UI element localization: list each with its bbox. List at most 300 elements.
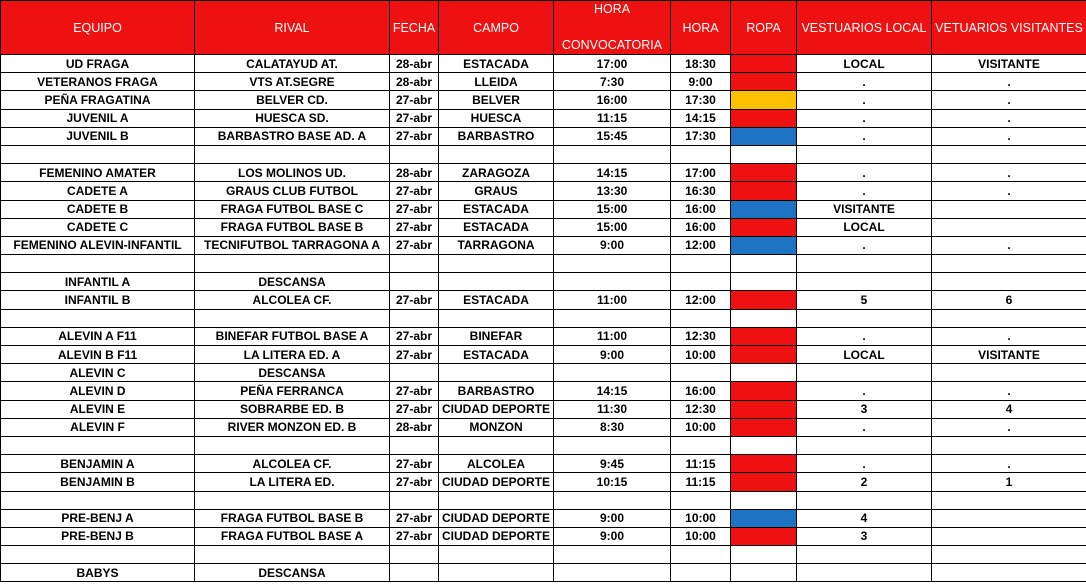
cell-hora: 12:00 (671, 236, 731, 254)
cell-equipo: VETERANOS FRAGA (1, 73, 195, 91)
cell-ropa (731, 436, 797, 454)
cell-rival: TECNIFUTBOL TARRAGONA A (195, 236, 390, 254)
cell-equipo: BABYS (1, 564, 195, 582)
table-row (1, 236, 1086, 254)
table-row (1, 382, 1086, 400)
cell-conv: 14:15 (554, 164, 671, 182)
cell-local (797, 255, 932, 273)
cell-equipo (1, 436, 195, 454)
header-rival: RIVAL (195, 1, 390, 55)
cell-ropa (731, 255, 797, 273)
cell-ropa (731, 327, 797, 345)
cell-campo: CIUDAD DEPORTE (439, 527, 554, 545)
cell-visit: . (932, 164, 1086, 182)
cell-campo (439, 309, 554, 327)
cell-hora (671, 273, 731, 291)
cell-ropa (731, 164, 797, 182)
cell-visit: . (932, 182, 1086, 200)
cell-hora: 12:30 (671, 400, 731, 418)
cell-ropa (731, 546, 797, 564)
cell-visit (932, 145, 1086, 163)
cell-hora (671, 145, 731, 163)
cell-fecha: 27-abr (390, 218, 439, 236)
cell-fecha: 27-abr (390, 91, 439, 109)
cell-ropa (731, 91, 797, 109)
ropa-color-swatch (731, 237, 796, 254)
cell-visit: . (932, 91, 1086, 109)
cell-local: LOCAL (797, 346, 932, 364)
cell-conv: 14:15 (554, 382, 671, 400)
ropa-color-swatch (731, 564, 796, 581)
cell-rival: DESCANSA (195, 364, 390, 382)
cell-local: 3 (797, 400, 932, 418)
cell-conv: 8:30 (554, 418, 671, 436)
cell-local: . (797, 91, 932, 109)
cell-local: LOCAL (797, 218, 932, 236)
cell-hora (671, 436, 731, 454)
cell-campo: ESTACADA (439, 200, 554, 218)
ropa-color-swatch (731, 473, 796, 490)
cell-visit (932, 218, 1086, 236)
cell-equipo: FEMENINO ALEVIN-INFANTIL (1, 236, 195, 254)
cell-visit (932, 491, 1086, 509)
cell-local (797, 273, 932, 291)
table-row (1, 273, 1086, 291)
cell-equipo (1, 491, 195, 509)
cell-campo: ZARAGOZA (439, 164, 554, 182)
cell-hora (671, 255, 731, 273)
cell-hora: 17:30 (671, 91, 731, 109)
cell-campo: ESTACADA (439, 346, 554, 364)
cell-campo: ESTACADA (439, 291, 554, 309)
cell-local (797, 145, 932, 163)
cell-ropa (731, 200, 797, 218)
cell-equipo: UD FRAGA (1, 55, 195, 73)
cell-fecha: 27-abr (390, 509, 439, 527)
cell-rival: LOS MOLINOS UD. (195, 164, 390, 182)
cell-campo: MONZON (439, 418, 554, 436)
cell-conv (554, 364, 671, 382)
header-fecha: FECHA (390, 1, 439, 55)
cell-rival: LA LITERA ED. A (195, 346, 390, 364)
ropa-color-swatch (731, 346, 796, 363)
cell-rival: DESCANSA (195, 564, 390, 582)
table-row (1, 527, 1086, 545)
cell-hora: 18:30 (671, 55, 731, 73)
header-vestuarios-visitantes: VETUARIOS VISITANTES (932, 1, 1086, 55)
cell-fecha: 27-abr (390, 346, 439, 364)
header-hora-convocatoria (554, 1, 671, 55)
cell-hora: 10:00 (671, 346, 731, 364)
cell-conv (554, 309, 671, 327)
cell-rival: PEÑA FERRANCA (195, 382, 390, 400)
cell-rival (195, 309, 390, 327)
ropa-color-swatch (731, 455, 796, 472)
cell-hora: 14:15 (671, 109, 731, 127)
cell-visit: . (932, 418, 1086, 436)
cell-ropa (731, 418, 797, 436)
ropa-color-swatch (731, 255, 796, 272)
cell-ropa (731, 273, 797, 291)
cell-visit: . (932, 236, 1086, 254)
cell-conv: 9:00 (554, 509, 671, 527)
cell-fecha: 27-abr (390, 236, 439, 254)
table-body (1, 55, 1086, 582)
table-row (1, 145, 1086, 163)
cell-ropa (731, 400, 797, 418)
cell-ropa (731, 182, 797, 200)
cell-conv: 9:00 (554, 236, 671, 254)
cell-campo: HUESCA (439, 109, 554, 127)
cell-campo: BARBASTRO (439, 382, 554, 400)
cell-campo: CIUDAD DEPORTE (439, 509, 554, 527)
cell-conv (554, 546, 671, 564)
cell-ropa (731, 364, 797, 382)
cell-conv (554, 436, 671, 454)
cell-local: . (797, 236, 932, 254)
cell-equipo: ALEVIN E (1, 400, 195, 418)
ropa-color-swatch (731, 291, 796, 308)
cell-local: . (797, 382, 932, 400)
table-row (1, 73, 1086, 91)
cell-campo (439, 273, 554, 291)
cell-conv: 17:00 (554, 55, 671, 73)
cell-fecha: 27-abr (390, 291, 439, 309)
table-row (1, 218, 1086, 236)
cell-fecha: 28-abr (390, 73, 439, 91)
cell-local (797, 436, 932, 454)
cell-conv: 13:30 (554, 182, 671, 200)
ropa-color-swatch (731, 528, 796, 545)
cell-hora: 17:00 (671, 164, 731, 182)
header-equipo: EQUIPO (1, 1, 195, 55)
cell-hora: 16:00 (671, 382, 731, 400)
ropa-color-swatch (731, 110, 796, 127)
ropa-color-swatch (731, 201, 796, 218)
cell-fecha: 27-abr (390, 182, 439, 200)
cell-equipo: CADETE B (1, 200, 195, 218)
ropa-color-swatch (731, 382, 796, 399)
ropa-color-swatch (731, 364, 796, 381)
cell-fecha: 27-abr (390, 200, 439, 218)
cell-campo: CIUDAD DEPORTE (439, 473, 554, 491)
cell-fecha: 27-abr (390, 400, 439, 418)
cell-rival: VTS AT.SEGRE (195, 73, 390, 91)
cell-campo (439, 491, 554, 509)
cell-rival: FRAGA FUTBOL BASE B (195, 509, 390, 527)
cell-ropa (731, 346, 797, 364)
cell-rival: HUESCA SD. (195, 109, 390, 127)
cell-rival: RIVER MONZON ED. B (195, 418, 390, 436)
cell-hora (671, 546, 731, 564)
ropa-color-swatch (731, 273, 796, 290)
cell-campo (439, 436, 554, 454)
ropa-color-swatch (731, 419, 796, 436)
ropa-color-swatch (731, 182, 796, 199)
cell-fecha (390, 491, 439, 509)
table-row (1, 346, 1086, 364)
ropa-color-swatch (731, 73, 796, 90)
ropa-color-swatch (731, 510, 796, 527)
cell-ropa (731, 564, 797, 582)
table-row (1, 255, 1086, 273)
cell-visit (932, 527, 1086, 545)
cell-visit: VISITANTE (932, 55, 1086, 73)
cell-conv: 11:00 (554, 291, 671, 309)
ropa-color-swatch (731, 219, 796, 236)
cell-fecha (390, 436, 439, 454)
cell-conv: 15:45 (554, 127, 671, 145)
cell-hora: 10:00 (671, 527, 731, 545)
table-row (1, 455, 1086, 473)
cell-equipo: JUVENIL A (1, 109, 195, 127)
cell-fecha (390, 145, 439, 163)
cell-conv (554, 491, 671, 509)
cell-rival: SOBRARBE ED. B (195, 400, 390, 418)
table-row (1, 164, 1086, 182)
cell-visit (932, 273, 1086, 291)
cell-equipo: ALEVIN B F11 (1, 346, 195, 364)
cell-conv (554, 255, 671, 273)
cell-local (797, 309, 932, 327)
table-row (1, 327, 1086, 345)
cell-equipo: PEÑA FRAGATINA (1, 91, 195, 109)
cell-fecha (390, 364, 439, 382)
cell-ropa (731, 236, 797, 254)
cell-visit: . (932, 327, 1086, 345)
cell-hora: 12:00 (671, 291, 731, 309)
cell-campo: ESTACADA (439, 55, 554, 73)
cell-conv: 15:00 (554, 200, 671, 218)
cell-hora: 10:00 (671, 509, 731, 527)
cell-equipo: FEMENINO AMATER (1, 164, 195, 182)
cell-local (797, 364, 932, 382)
cell-visit: . (932, 382, 1086, 400)
cell-fecha: 27-abr (390, 327, 439, 345)
cell-rival (195, 145, 390, 163)
cell-campo: CIUDAD DEPORTE (439, 400, 554, 418)
cell-visit: VISITANTE (932, 346, 1086, 364)
cell-equipo: ALEVIN A F11 (1, 327, 195, 345)
cell-local (797, 491, 932, 509)
cell-visit: 1 (932, 473, 1086, 491)
cell-equipo: ALEVIN C (1, 364, 195, 382)
cell-fecha: 28-abr (390, 55, 439, 73)
cell-hora: 11:15 (671, 473, 731, 491)
cell-equipo (1, 145, 195, 163)
cell-equipo: CADETE A (1, 182, 195, 200)
cell-fecha: 27-abr (390, 455, 439, 473)
cell-campo (439, 255, 554, 273)
cell-fecha: 27-abr (390, 382, 439, 400)
cell-fecha: 27-abr (390, 109, 439, 127)
ropa-color-swatch (731, 437, 796, 454)
header-hora-convocatoria-line1: HORA (593, 2, 631, 16)
cell-equipo: INFANTIL B (1, 291, 195, 309)
cell-visit (932, 564, 1086, 582)
cell-ropa (731, 109, 797, 127)
cell-ropa (731, 455, 797, 473)
cell-fecha (390, 255, 439, 273)
cell-visit (932, 200, 1086, 218)
cell-hora: 16:00 (671, 200, 731, 218)
header-vestuarios-local: VESTUARIOS LOCAL (797, 1, 932, 55)
cell-rival: DESCANSA (195, 273, 390, 291)
table-row (1, 436, 1086, 454)
cell-local: VISITANTE (797, 200, 932, 218)
cell-fecha: 27-abr (390, 527, 439, 545)
table-row (1, 364, 1086, 382)
cell-conv (554, 145, 671, 163)
cell-fecha: 27-abr (390, 473, 439, 491)
cell-hora: 11:15 (671, 455, 731, 473)
header-ropa: ROPA (731, 1, 797, 55)
header-hora-convocatoria-line2: CONVOCATORIA (561, 38, 663, 52)
cell-rival: CALATAYUD AT. (195, 55, 390, 73)
cell-equipo: BENJAMIN A (1, 455, 195, 473)
cell-rival (195, 255, 390, 273)
cell-local: . (797, 73, 932, 91)
cell-campo: BELVER (439, 91, 554, 109)
cell-ropa (731, 309, 797, 327)
cell-rival: LA LITERA ED. (195, 473, 390, 491)
table-row (1, 182, 1086, 200)
cell-visit: 4 (932, 400, 1086, 418)
cell-equipo: BENJAMIN B (1, 473, 195, 491)
table-row (1, 91, 1086, 109)
cell-campo (439, 364, 554, 382)
cell-campo (439, 564, 554, 582)
table-row (1, 491, 1086, 509)
cell-visit (932, 509, 1086, 527)
cell-conv: 9:00 (554, 527, 671, 545)
cell-equipo (1, 309, 195, 327)
header-row (1, 1, 1086, 55)
cell-rival: BINEFAR FUTBOL BASE A (195, 327, 390, 345)
cell-rival (195, 491, 390, 509)
cell-visit (932, 309, 1086, 327)
table-row (1, 418, 1086, 436)
table-row (1, 400, 1086, 418)
cell-visit (932, 364, 1086, 382)
cell-campo (439, 145, 554, 163)
cell-fecha (390, 309, 439, 327)
cell-rival: FRAGA FUTBOL BASE B (195, 218, 390, 236)
ropa-color-swatch (731, 401, 796, 418)
cell-rival (195, 436, 390, 454)
ropa-color-swatch (731, 146, 796, 163)
cell-hora: 16:30 (671, 182, 731, 200)
table-row (1, 109, 1086, 127)
cell-equipo (1, 546, 195, 564)
cell-rival: FRAGA FUTBOL BASE C (195, 200, 390, 218)
cell-rival: BARBASTRO BASE AD. A (195, 127, 390, 145)
cell-ropa (731, 509, 797, 527)
cell-rival: ALCOLEA CF. (195, 291, 390, 309)
cell-equipo: CADETE C (1, 218, 195, 236)
cell-local: . (797, 418, 932, 436)
ropa-color-swatch (731, 91, 796, 108)
ropa-color-swatch (731, 164, 796, 181)
ropa-color-swatch (731, 128, 796, 145)
cell-local: . (797, 127, 932, 145)
ropa-color-swatch (731, 55, 796, 72)
cell-ropa (731, 491, 797, 509)
cell-conv: 9:00 (554, 346, 671, 364)
cell-campo: ESTACADA (439, 218, 554, 236)
cell-ropa (731, 382, 797, 400)
cell-hora (671, 491, 731, 509)
cell-local: . (797, 109, 932, 127)
cell-hora (671, 564, 731, 582)
table-header (1, 1, 1086, 55)
cell-local (797, 564, 932, 582)
cell-local: 2 (797, 473, 932, 491)
cell-fecha (390, 546, 439, 564)
cell-conv: 10:15 (554, 473, 671, 491)
table-row (1, 291, 1086, 309)
cell-rival: FRAGA FUTBOL BASE A (195, 527, 390, 545)
table-row (1, 127, 1086, 145)
cell-equipo: ALEVIN D (1, 382, 195, 400)
cell-local (797, 546, 932, 564)
cell-campo: BINEFAR (439, 327, 554, 345)
cell-local: LOCAL (797, 55, 932, 73)
ropa-color-swatch (731, 492, 796, 509)
cell-fecha: 27-abr (390, 127, 439, 145)
cell-campo: ALCOLEA (439, 455, 554, 473)
cell-equipo: PRE-BENJ B (1, 527, 195, 545)
cell-campo: GRAUS (439, 182, 554, 200)
ropa-color-swatch (731, 310, 796, 327)
cell-visit: 6 (932, 291, 1086, 309)
cell-rival: GRAUS CLUB FUTBOL (195, 182, 390, 200)
cell-conv (554, 273, 671, 291)
table-row (1, 309, 1086, 327)
cell-campo (439, 546, 554, 564)
cell-conv: 11:15 (554, 109, 671, 127)
cell-hora (671, 309, 731, 327)
cell-ropa (731, 291, 797, 309)
cell-ropa (731, 527, 797, 545)
cell-conv: 11:00 (554, 327, 671, 345)
table-row (1, 564, 1086, 582)
cell-conv: 15:00 (554, 218, 671, 236)
cell-equipo: ALEVIN F (1, 418, 195, 436)
cell-visit (932, 255, 1086, 273)
cell-local: . (797, 327, 932, 345)
cell-local: 4 (797, 509, 932, 527)
cell-fecha (390, 273, 439, 291)
cell-conv: 9:45 (554, 455, 671, 473)
table-row (1, 546, 1086, 564)
cell-hora: 12:30 (671, 327, 731, 345)
cell-equipo: INFANTIL A (1, 273, 195, 291)
cell-ropa (731, 73, 797, 91)
ropa-color-swatch (731, 328, 796, 345)
cell-visit: . (932, 73, 1086, 91)
cell-equipo: JUVENIL B (1, 127, 195, 145)
ropa-color-swatch (731, 546, 796, 563)
cell-campo: LLEIDA (439, 73, 554, 91)
cell-local: 3 (797, 527, 932, 545)
cell-hora (671, 364, 731, 382)
header-hora: HORA (671, 1, 731, 55)
cell-hora: 17:30 (671, 127, 731, 145)
cell-visit: . (932, 109, 1086, 127)
cell-conv: 11:30 (554, 400, 671, 418)
cell-campo: BARBASTRO (439, 127, 554, 145)
